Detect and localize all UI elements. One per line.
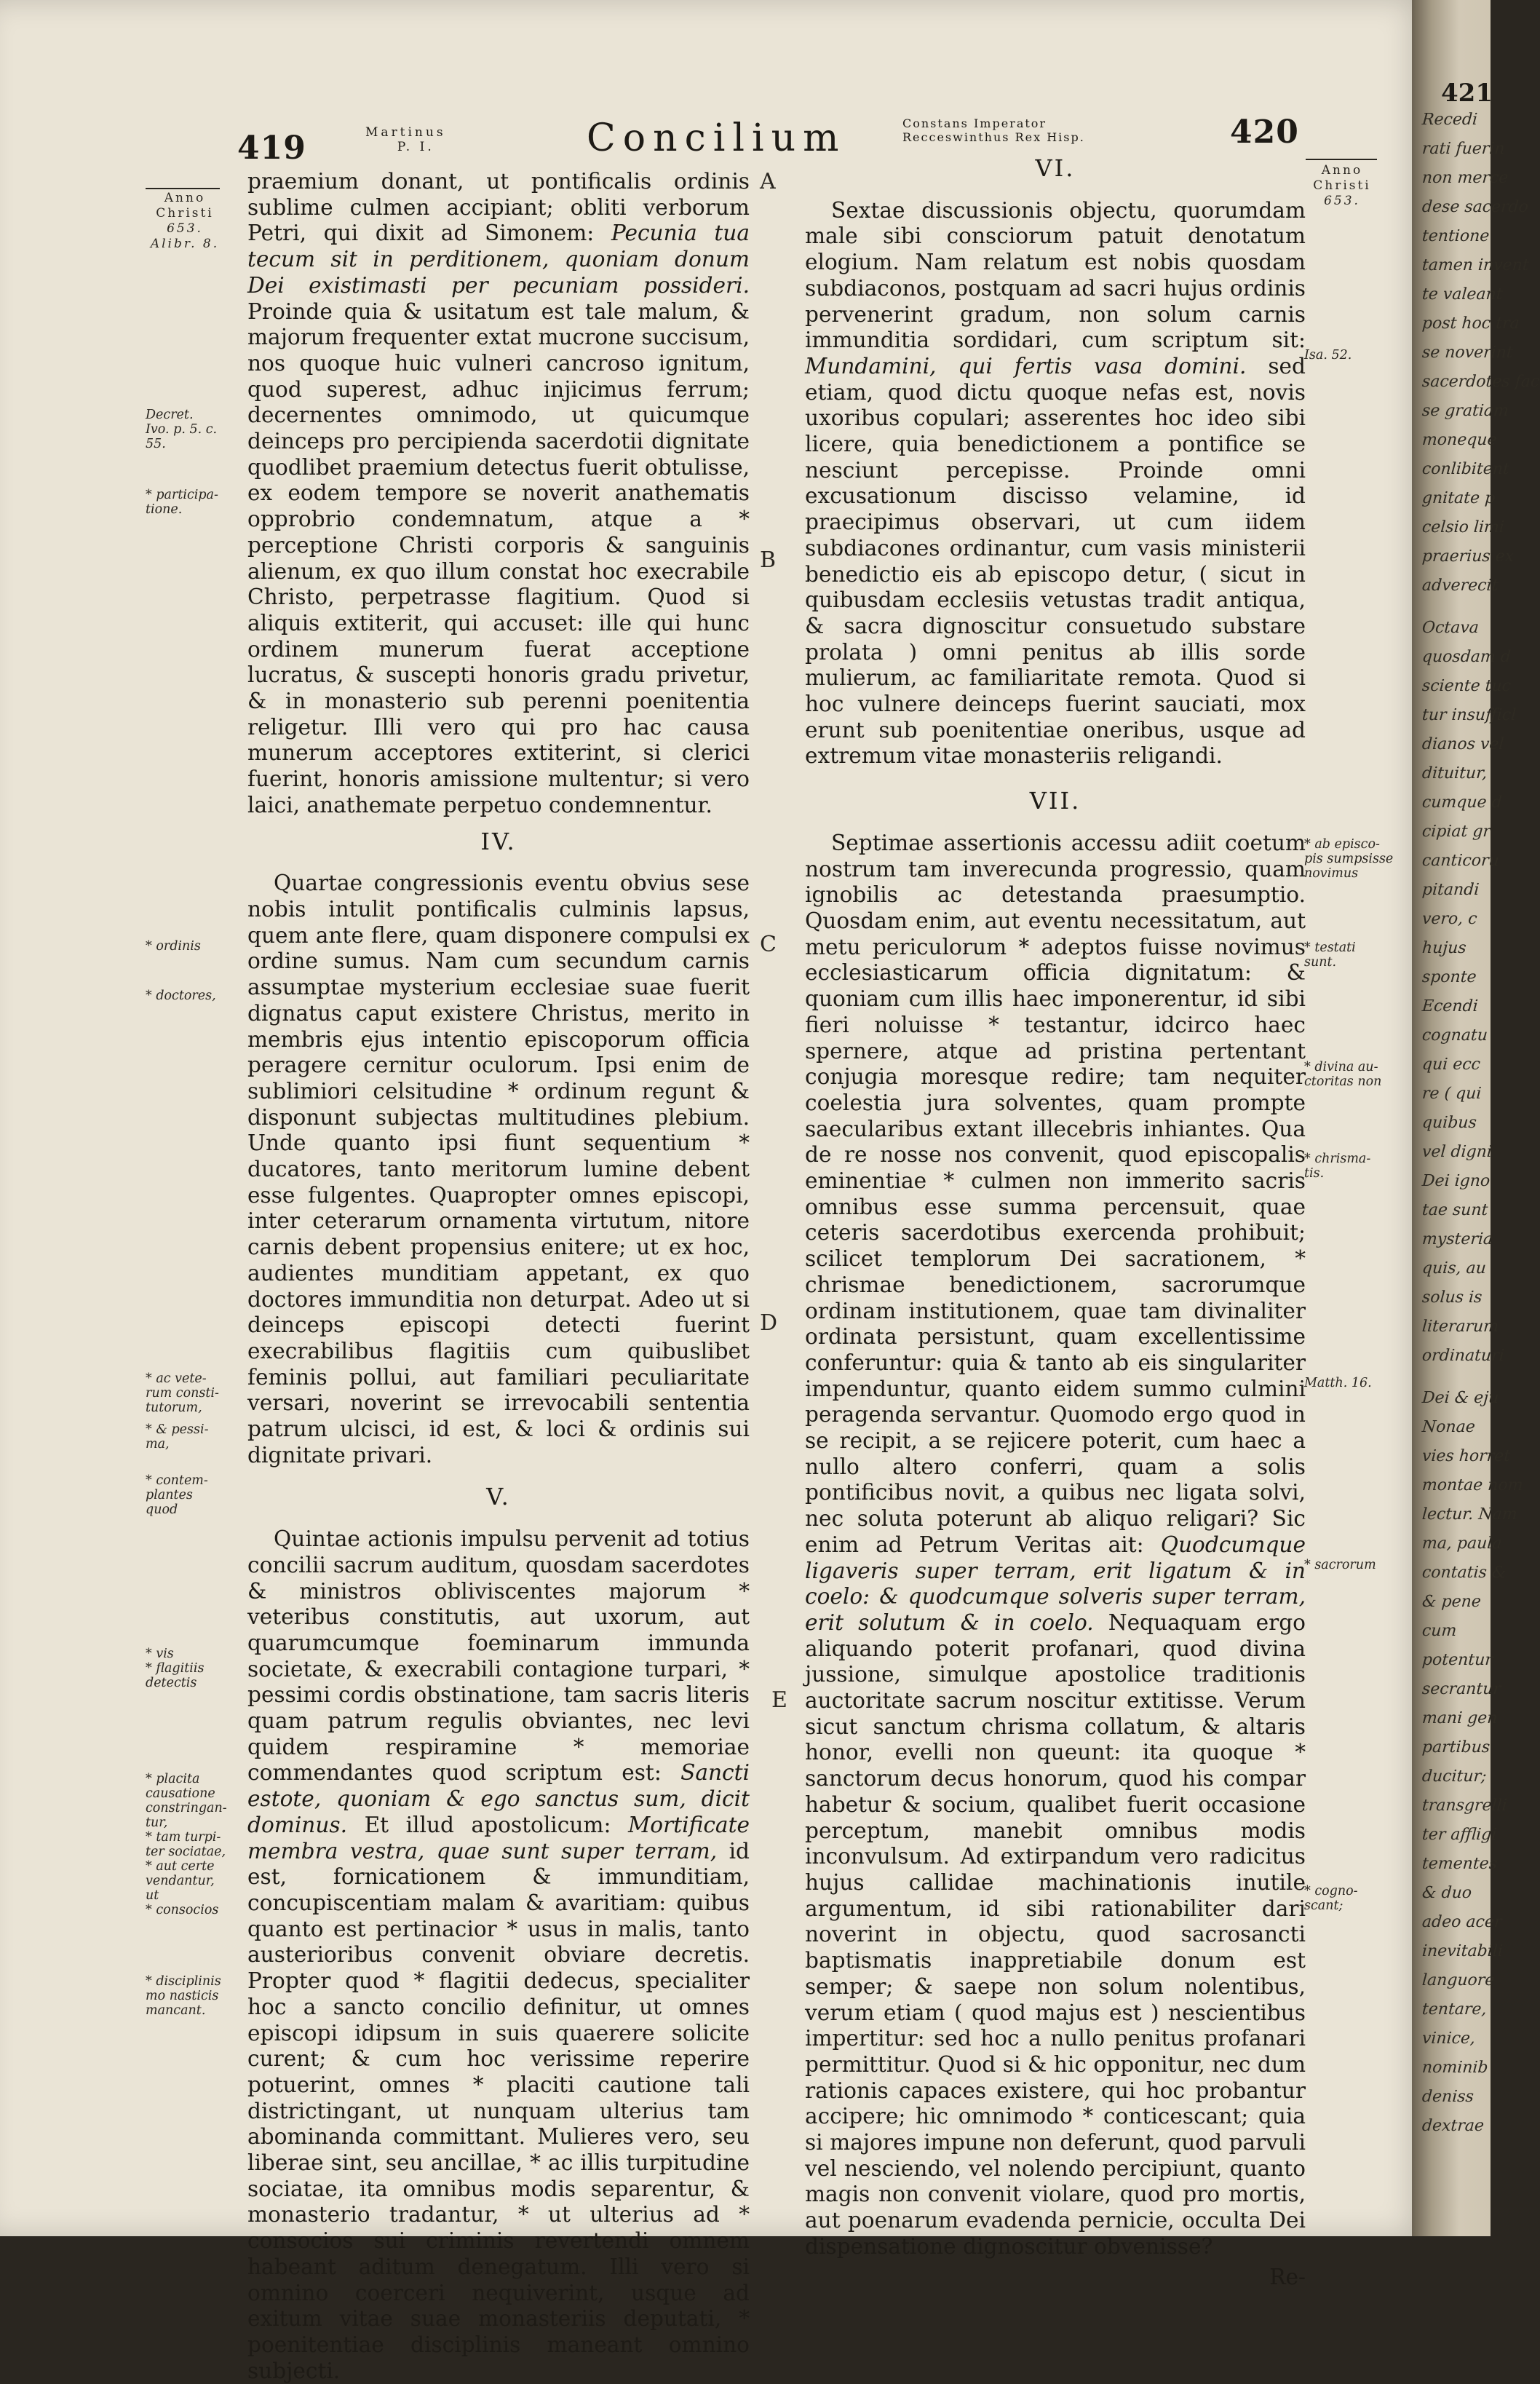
margin-note: * chrisma- tis. — [1304, 1152, 1371, 1181]
next-page-fragment: ma, paula — [1421, 1534, 1503, 1553]
section-number: IV. — [480, 827, 517, 855]
next-page-fragment: tentare, — [1421, 2000, 1488, 2019]
margin-note: * divina au- ctoritas non — [1304, 1060, 1382, 1089]
christi-label: Christi — [1313, 178, 1371, 193]
quotation: Pecunia tua tecum sit in perditionem, quoniam donum Dei existimasti per pecuniam possideri. — [247, 221, 750, 298]
margin-note: * cogno- scant; — [1304, 1884, 1358, 1913]
text-run: sed etiam, quod dictu quoque nefas est, novis uxoribus copulari; asserentes hoc ideo sibi licere, quia benedictionem a pontifice se nesciunt percepisse. Proinde omni excusationum discisso velamine, id praecipimus observari, ut cum iidem subdiacones ordinantur, cum vasis ministerii benedictio eis ab episcopo detur, ( sicut in quibusdam ecclesiis vetustas tradit antiqua, & sacra dignoscitur consuetudo substare prolata ) omni penitus ab illis sorde mulierum, ac familiaritate remota. Quod si hoc vulnere deinceps fuerint sauciati, mox erunt sub poenitentiae oneribus, usque ad extremum vitae monasteriis religandi. — [805, 353, 1306, 769]
next-page-fragment: mani gen — [1421, 1709, 1499, 1727]
quotation: Mortificate membra vestra, quae sunt super terram, — [247, 1812, 750, 1864]
margin-note: * ab episco- pis sumpsisse novimus — [1304, 837, 1394, 881]
next-page-fragment: non merce — [1421, 169, 1509, 187]
next-page-fragment: vinice, — [1421, 2029, 1476, 2048]
margin-note: * ordinis — [146, 939, 201, 954]
left-margin-notes — [146, 0, 247, 2236]
next-page-fragment: cumque d — [1421, 793, 1503, 812]
catchword-row — [805, 2265, 1306, 2291]
running-title-line-1: Martinus — [365, 125, 446, 140]
section-number: VI. — [1035, 154, 1076, 182]
text-run: Et illud apostolicum: — [364, 1812, 611, 1837]
margin-note: * ac vete- rum consti- tutorum, — [146, 1371, 219, 1415]
right-running-title — [902, 116, 1085, 144]
left-page-number: 419 — [237, 130, 306, 167]
next-page-fragment: montae nom — [1421, 1476, 1524, 1494]
next-page-fragment: se gratiam — [1421, 402, 1509, 420]
next-page-fragment: rati fuerin — [1421, 140, 1506, 158]
next-page-fragment: dianos vel — [1421, 735, 1505, 753]
column-marker: E — [771, 1687, 787, 1713]
next-page-fragment: moneque — [1421, 431, 1498, 449]
next-page-fragment: nominib — [1421, 2059, 1489, 2077]
attr-label: Alibr. 8. — [150, 237, 220, 251]
text-run: Nequaquam ergo aliquando poterit profanari, quod divina jussione, simulque apostolice traditionis auctoritate sacrum noscitur extitisse. Verum sicut sanctum chrisma collatum, & altaris honor, evelli non queunt: ita quoque * sanctorum decus honorum, quod his compar habetur & socium, qualibet fuerit occasione perceptum, manebit omnibus modis inconvulsum. Ad extirpandum vero radicitus hujus callidae machinationis inutile argumentum, id sibi rationabiliter dari noverint in objectu, quod sacrosancti baptismatis inappretiabile donum est semper; & saepe non solum nolentibus, verum etiam ( quod majus est ) nescientibus impertitur: sed hoc a nullo penitus profanari permittitur. Quod si & hic opponitur, nec dum rationis capaces existere, qui hoc probantur accipere; hic omnimodo * conticescant; quia si majores impune non deferunt, quod parvuli vel nesciendo, vel nolendo percipiunt, quanto magis non convenit violare, quod pro mortis, aut poenarum evadenda pernicie, occulta Dei dispensatione dignoscitur obvenisse? — [805, 1609, 1306, 2259]
next-page-fragment: potentur — [1421, 1651, 1493, 1669]
next-page-fragment: tamen invent — [1421, 256, 1530, 274]
year-label: 653. — [1324, 194, 1360, 208]
next-page-fragment: languore — [1421, 1971, 1496, 1989]
next-page-fragment: vies horret — [1421, 1447, 1511, 1465]
paragraph — [247, 1526, 750, 2384]
next-page-fragment: sponte — [1421, 968, 1477, 986]
next-page-fragment: Nonae — [1421, 1418, 1476, 1436]
next-page-fragment: ordinaturi — [1421, 1347, 1505, 1365]
margin-note: * placita causatione constringan- tur, * tam turpi- ter sociatae, * aut certe vendantur, ut * consocios — [146, 1772, 227, 1917]
next-page-fragment: tentione — [1421, 227, 1491, 245]
next-page-fragment: deniss — [1421, 2088, 1474, 2106]
next-page-fragment: partibus — [1421, 1738, 1491, 1757]
next-page-fragment: adeo acer — [1421, 1913, 1503, 1931]
margin-note: Decret. Ivo. p. 5. c. 55. — [146, 408, 218, 451]
column-marker: B — [760, 547, 777, 573]
text-run: Quintae actionis impulsu pervenit ad totius concilii sacrum auditum, quosdam sacerdotes & ministros obliviscentes majorum * veteribus constitutis, aut uxorum, aut quarumcumque foeminarum immunda societate, & execrabili contagione turpari, * pessimi cordis obstinatione, tam sacris literis quam patrum regulis obviantes, nec levi quidem respiramine * memoriae commendantes quod scriptum est: — [247, 1526, 750, 1786]
right-page-number: 420 — [1230, 114, 1299, 151]
next-page-fragment: praerius ex — [1421, 547, 1515, 566]
text-run: id est, fornicationem & immunditiam, concupiscentiam malam & avaritiam: quibus quanto est pertinacior * usus in malis, tanto austerioribus convenit obviare decretis. Propter quod * flagitii dedecus, specialiter hoc a sancto concilio definitur, ut omnes episcopi idipsum in suis quaerere solicite curent; & cum hoc verissime reperire potuerint, omnes * placiti cautione tali districtingant, ut nunquam ulterius tam abominanda committant. Mulieres vero, seu liberae sint, seu ancillae, * ac illis turpitudine sociatae, ita omnibus modis separentur, & monasterio tradantur, * ut ulterius ad * consocios sui criminis revertendi omnem habeant aditum denegatum. Illi vero si omnino coerceri nequiverint, usque ad exitum vitae suae monasteriis deputati, * poenitentiae disciplinis maneant omnino subjecti. — [247, 1838, 750, 2383]
section-number: VII. — [1029, 787, 1081, 815]
text-run: Proinde quia & usitatum est tale malum, & majorum frequenter extat mucrone succisum, nos quoque huic vulneri cancroso ignitum, quod superest, adhuc injicimus ferrum; decernentes omnimodo, ut quicumque deinceps pro percipienda sacerdotii dignitate quodlibet praemium detectus fuerit obtulisse, ex eodem tempore se noverit anathematis opprobrio condemnatum, atque a * perceptione Christi corporis & sanguinis alienum, ex quo illum constat hoc execrabile Christo, perpetrasse flagitium. Quod si aliquis extiterit, qui accuset: ille qui hunc ordinem munerum fuerat acceptione lucratus, & suscepti honoris gradu privetur, & in monasterio sub perenni poenitentia religetur. Illi vero qui pro hac causa munerum acceptores extiterint, si clerici fuerint, honoris amissione multentur; si vero laici, anathemate perpetuo condemnentur. — [247, 298, 750, 817]
running-title-line-2: P. I. — [397, 140, 434, 154]
next-page-fragment: sciente tuc — [1421, 677, 1512, 695]
next-page-fragment: contatis & — [1421, 1564, 1507, 1582]
next-page-fragment: dituitur, — [1421, 764, 1488, 783]
next-page-fragment: Dei & eju — [1421, 1389, 1500, 1407]
next-page-fragment: celsio limi — [1421, 518, 1505, 536]
next-page-fragment: hujus — [1421, 939, 1467, 957]
next-page-fragment: cognatu — [1421, 1026, 1488, 1045]
next-page-fragment: dese sacerdo — [1421, 198, 1529, 216]
margin-note: * sacrorum — [1304, 1558, 1376, 1572]
next-page-fragment: vero, c — [1421, 910, 1478, 928]
paragraph — [805, 198, 1306, 769]
next-page-fragment: tementes — [1421, 1855, 1498, 1873]
next-page-fragment: gnitate p — [1421, 489, 1496, 507]
right-margin-notes — [1304, 0, 1412, 2236]
catchword: Re- — [1269, 2264, 1306, 2289]
text-run: Septimae assertionis accessu adiit coetum nostrum tam inverecunda progressio, quam ignobilis ac detestanda praesumptio. Quosdam enim, aut eventu necessitatum, aut metu periculorum * adeptos fuisse novimus ecclesiasticarum officia dignitatum: & quoniam cum illis haec imponerentur, id sibi fieri noluisse * testantur, idcirco haec spernere, atque ad pristina pertentant conjugia moresque redire; tam nequiter coelestia jura solventes, quam prompte saecularibus extant illecebris inhiantes. Qua de re nosse nos convenit, quod episcopalis eminentiae * culmen non immerito sacris omnibus esse summa percensuit, quae ceteris sacerdotibus exercenda prohibuit; scilicet templorum Dei sacrationem, * chrismae benedictionem, sacrorumque ordinam institutionem, quae tam divinaliter ordinata persistunt, quam excellentissime conferuntur: quia & tanto ab eis singulariter impenduntur, quanto eidem summo culmini peragenda servantur. Quomodo ergo quod in se recipit, a se rejicere poterit, cum haec a nullo altero conferri, quam a solis pontificibus novit, a quibus nec ligata solvi, nec soluta poterunt ab aliquo religari? Sic enim ad Petrum Veritas ait: — [805, 830, 1306, 1557]
column-marker: D — [760, 1310, 778, 1336]
next-page-fragment: inevitabili — [1421, 1942, 1504, 1960]
margin-note: Isa. 52. — [1304, 348, 1352, 363]
paragraph — [247, 169, 750, 819]
margin-note: * vis * flagitiis detectis — [146, 1647, 205, 1690]
next-page-fragment: & pene — [1421, 1593, 1482, 1611]
quotation: Quodcumque ligaveris super terram, erit ligatum & in coelo: & quodcumque solveris super terram, erit solutum & in coelo. — [805, 1532, 1306, 1635]
next-page-fragment: Recedi — [1421, 111, 1478, 129]
next-page-fragment: adverecit — [1421, 577, 1499, 595]
next-page-fragment: conlibitent — [1421, 460, 1510, 478]
left-column — [247, 169, 750, 2384]
next-page-fragment: quibus — [1421, 1114, 1477, 1132]
next-page-fragment: se noverint — [1421, 344, 1514, 362]
next-page-number: 421 — [1441, 79, 1493, 108]
next-page-fragment: & duo — [1421, 1884, 1472, 1902]
next-page-fragment: cipiat gr — [1421, 823, 1491, 841]
next-page-fragment: pitandi — [1421, 881, 1480, 899]
next-page-fragment: secrantur — [1421, 1680, 1501, 1698]
margin-note: Matth. 16. — [1304, 1376, 1372, 1390]
left-running-title — [365, 125, 446, 154]
next-page-fragment: qui ecc — [1421, 1056, 1481, 1074]
page-title: Concilium — [587, 116, 846, 160]
next-page-fragment: dextrae — [1421, 2117, 1485, 2135]
next-page-fragment: post hoc tra — [1421, 314, 1520, 333]
next-page-fragment: quosdam d — [1421, 648, 1512, 666]
next-page-edge — [1412, 0, 1540, 2236]
paragraph: Quartae congressionis eventu obvius sese nobis intulit pontificalis culminis lapsus, quem ante flere, quam disponere compulsi ex ordine sumus. Nam cum secundum carnis assumptae mysterium ecclesiae suae fuerit dignatus caput existere Christus, merito in membris ejus intentio episcoporum officia peragere cernitur oculorum. Ipsi enim de sublimiori celsitudine * ordinum regunt & disponunt subjectas multitudines plebium. Unde quanto ipsi fiunt sequentium * ducatores, tanto meritorum lumine debent esse fulgentes. Quapropter omnes episcopi, inter ceterarum ornamenta virtutum, nitore carnis debent propensius enitere; ut ex hoc, audientes munditiam appetant, ex quo doctores immunditia non deturpat. Adeo ut si deinceps episcopi detecti fuerint execrabilibus flagitiis cum quibuslibet feminis pollui, aut familiari peculiaritate versari, noverint se irrevocabili sententia patrum ulcisci, id est, & loci & ordinis sui dignitate privari. — [247, 871, 750, 1468]
next-page-fragment: mysteria — [1421, 1230, 1493, 1248]
margin-note: * testati sunt. — [1304, 940, 1356, 970]
next-page-fragment: transgrelli — [1421, 1797, 1508, 1815]
running-title-line-2: Recceswinthus Rex Hisp. — [902, 130, 1085, 144]
next-page-fragment: tur insufficl — [1421, 706, 1517, 724]
next-page-fragment: tae sunt — [1421, 1201, 1489, 1219]
next-page-fragment: ter affligi — [1421, 1826, 1498, 1844]
year-label: 653. — [167, 221, 203, 236]
next-page-fragment: solus is — [1421, 1288, 1483, 1307]
next-page-fragment: canticoru — [1421, 852, 1500, 870]
column-marker: C — [760, 932, 777, 957]
quotation: Mundamini, qui fertis vasa domini. — [805, 353, 1247, 379]
anno-label: Anno — [1321, 163, 1363, 178]
text-run: praemium donant, ut pontificalis ordinis sublime culmen accipiant; obliti verborum Petri, qui dixit ad Simonem: — [247, 169, 750, 246]
paragraph — [805, 831, 1306, 2260]
anno-label: Anno — [164, 191, 206, 205]
margin-note: * contem- plantes quod — [146, 1473, 208, 1517]
next-page-fragment: Octava — [1421, 619, 1480, 637]
next-page-fragment: literarum — [1421, 1318, 1499, 1336]
margin-note: * participa- tione. — [146, 488, 218, 517]
next-page-fragment: lectur. Nam — [1421, 1505, 1518, 1524]
quotation: Sancti estote, quoniam & ego sanctus sum, dicit dominus. — [247, 1760, 750, 1837]
margin-note: * doctores, — [146, 989, 216, 1003]
next-page-fragment: quis, au — [1421, 1259, 1487, 1278]
next-page-fragment: te valeant — [1421, 285, 1504, 304]
text-run: Sextae discussionis objectu, quorumdam male sibi consciorum patuit denotatum elogium. Nam relatum est nobis quosdam subdiaconos, postquam ad sacri hujus ordinis pervenerint gradum, non solum carnis immunditia sordidari, cum scriptum sit: — [805, 197, 1306, 353]
christi-label: Christi — [156, 206, 214, 221]
next-page-fragment: sacerdotes fac — [1421, 373, 1540, 391]
next-page-fragment: vel digni — [1421, 1143, 1493, 1161]
next-page-fragment: cum — [1421, 1622, 1458, 1640]
next-page-fragment: re ( qui — [1421, 1085, 1483, 1103]
section-number: V. — [486, 1483, 511, 1511]
next-page-fragment: Dei igno — [1421, 1172, 1491, 1190]
margin-note: * & pessi- ma, — [146, 1422, 209, 1452]
column-marker: A — [760, 169, 776, 194]
right-column — [805, 156, 1306, 2290]
next-page-fragment: Ecendi — [1421, 997, 1479, 1015]
running-title-line-1: Constans Imperator — [902, 116, 1047, 130]
next-page-fragment: ducitur; — [1421, 1767, 1488, 1786]
margin-note: * disciplinis mo nasticis mancant. — [146, 1974, 221, 2018]
